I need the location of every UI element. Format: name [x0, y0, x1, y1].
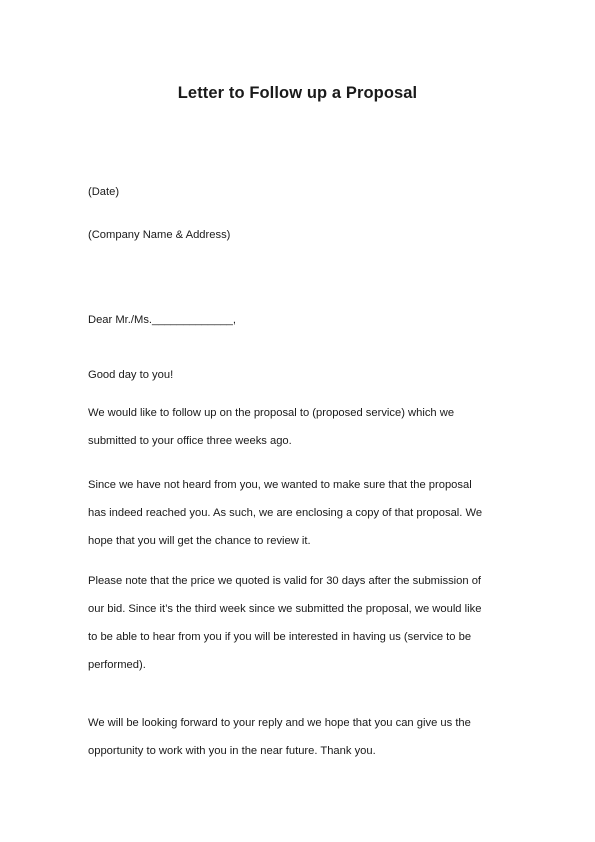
paragraph2-line: has indeed reached you. As such, we are enclosing a copy of that proposal. We: [88, 507, 483, 519]
paragraph2-line: hope that you will get the chance to review it.: [88, 535, 311, 547]
paragraph1-line: submitted to your office three weeks ago.: [88, 435, 292, 447]
paragraph4-line: We will be looking forward to your reply and we hope that you can give us the: [88, 717, 471, 729]
paragraph2-line: Since we have not heard from you, we wanted to make sure that the proposal: [88, 479, 472, 491]
company-placeholder: (Company Name & Address): [88, 229, 231, 241]
greeting: Good day to you!: [88, 369, 174, 381]
document-title: Letter to Follow up a Proposal: [177, 84, 418, 102]
paragraph3-line: Please note that the price we quoted is valid for 30 days after the submission of: [88, 575, 482, 587]
date-placeholder: (Date): [88, 186, 120, 198]
paragraph3-line: performed).: [88, 659, 146, 671]
paragraph3-line: our bid. Since it’s the third week since we submitted the proposal, we would like: [88, 603, 482, 615]
paragraph1-line: We would like to follow up on the proposal to (proposed service) which we: [88, 407, 455, 419]
paragraph4-line: opportunity to work with you in the near future. Thank you.: [88, 745, 376, 757]
paragraph3-line: to be able to hear from you if you will be interested in having us (service to be: [88, 631, 472, 643]
salutation: Dear Mr./Ms._____________,: [88, 314, 237, 326]
